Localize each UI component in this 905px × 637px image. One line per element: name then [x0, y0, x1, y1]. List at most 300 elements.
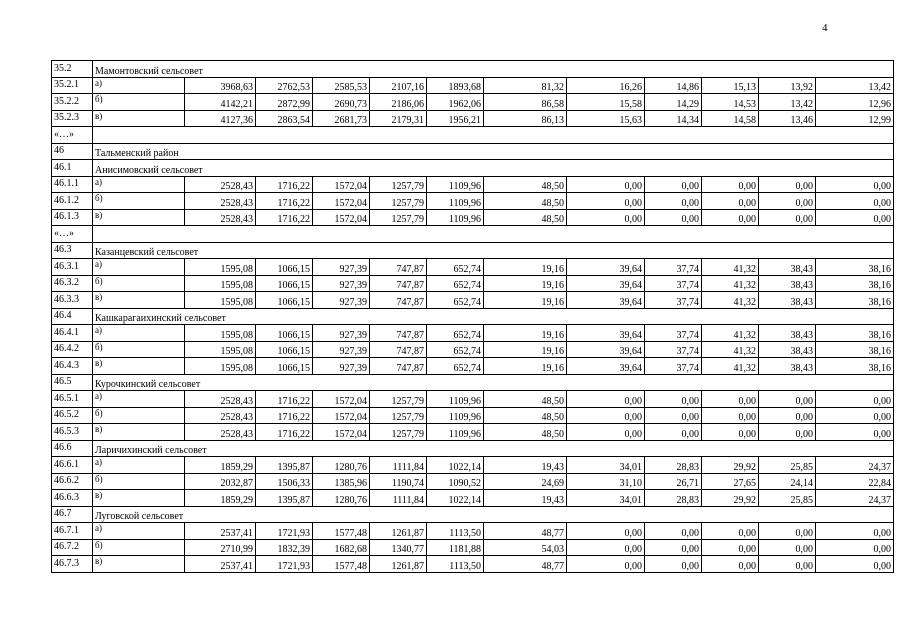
value-cell: 0,00	[816, 209, 894, 226]
value-cell: 2528,43	[185, 391, 256, 408]
section-title: Тальменский район	[93, 143, 894, 160]
table-body	[52, 61, 894, 573]
table-row	[52, 325, 894, 342]
value-cell: 13,42	[816, 77, 894, 94]
row-code: «…»	[52, 127, 93, 144]
value-cell: 2762,53	[256, 77, 313, 94]
value-cell: 747,87	[370, 358, 427, 375]
table-row	[52, 341, 894, 358]
value-cell: 48,50	[484, 209, 567, 226]
row-code: 35.2.2	[52, 94, 93, 111]
value-cell: 1572,04	[313, 407, 370, 424]
table-row	[52, 391, 894, 408]
value-cell: 927,39	[313, 292, 370, 309]
value-cell: 2710,99	[185, 539, 256, 556]
value-cell: 2681,73	[313, 110, 370, 127]
section-title: Курочкинский сельсовет	[93, 374, 894, 391]
table-row	[52, 556, 894, 573]
row-letter: а)	[93, 523, 185, 540]
value-cell: 1893,68	[427, 77, 484, 94]
value-cell: 24,37	[816, 490, 894, 507]
value-cell: 1395,87	[256, 490, 313, 507]
value-cell: 0,00	[567, 176, 645, 193]
value-cell: 652,74	[427, 325, 484, 342]
value-cell: 1066,15	[256, 358, 313, 375]
row-code: 46.4	[52, 308, 93, 325]
value-cell: 652,74	[427, 358, 484, 375]
row-code: 46.6	[52, 440, 93, 457]
value-cell: 1595,08	[185, 358, 256, 375]
value-cell: 1595,08	[185, 325, 256, 342]
value-cell: 13,46	[759, 110, 816, 127]
value-cell: 2528,43	[185, 424, 256, 441]
value-cell: 1280,76	[313, 457, 370, 474]
value-cell: 2528,43	[185, 209, 256, 226]
value-cell: 1721,93	[256, 523, 313, 540]
value-cell: 0,00	[816, 391, 894, 408]
value-cell: 0,00	[645, 539, 702, 556]
row-letter: а)	[93, 77, 185, 94]
table-row	[52, 259, 894, 276]
value-cell: 1716,22	[256, 193, 313, 210]
value-cell: 48,50	[484, 407, 567, 424]
value-cell: 652,74	[427, 275, 484, 292]
value-cell: 41,32	[702, 325, 759, 342]
row-code: 46.5	[52, 374, 93, 391]
value-cell: 1716,22	[256, 176, 313, 193]
value-cell: 38,16	[816, 259, 894, 276]
row-code: 46.6.2	[52, 473, 93, 490]
value-cell: 747,87	[370, 325, 427, 342]
value-cell: 0,00	[645, 407, 702, 424]
value-cell: 38,43	[759, 341, 816, 358]
value-cell: 1257,79	[370, 193, 427, 210]
value-cell: 0,00	[816, 523, 894, 540]
value-cell: 1716,22	[256, 209, 313, 226]
value-cell: 1595,08	[185, 341, 256, 358]
value-cell: 19,43	[484, 457, 567, 474]
table-row	[52, 110, 894, 127]
value-cell: 0,00	[645, 209, 702, 226]
row-code: 46.5.1	[52, 391, 93, 408]
value-cell: 652,74	[427, 259, 484, 276]
value-cell: 39,64	[567, 341, 645, 358]
value-cell: 1572,04	[313, 424, 370, 441]
section-row	[52, 506, 894, 523]
value-cell: 38,43	[759, 358, 816, 375]
table-row	[52, 457, 894, 474]
value-cell: 12,99	[816, 110, 894, 127]
value-cell: 48,50	[484, 176, 567, 193]
row-code: 46.7.2	[52, 539, 93, 556]
value-cell: 15,63	[567, 110, 645, 127]
value-cell: 19,16	[484, 325, 567, 342]
value-cell: 1066,15	[256, 275, 313, 292]
value-cell: 54,03	[484, 539, 567, 556]
value-cell: 0,00	[702, 209, 759, 226]
value-cell: 0,00	[759, 209, 816, 226]
row-letter: в)	[93, 556, 185, 573]
value-cell: 15,58	[567, 94, 645, 111]
value-cell: 1190,74	[370, 473, 427, 490]
row-code: 46.5.2	[52, 407, 93, 424]
value-cell: 48,77	[484, 556, 567, 573]
row-letter: в)	[93, 292, 185, 309]
row-letter: б)	[93, 94, 185, 111]
value-cell: 927,39	[313, 275, 370, 292]
value-cell: 0,00	[645, 193, 702, 210]
value-cell: 24,37	[816, 457, 894, 474]
section-title: Анисимовский сельсовет	[93, 160, 894, 177]
value-cell: 41,32	[702, 358, 759, 375]
value-cell: 14,34	[645, 110, 702, 127]
row-code: 46.3	[52, 242, 93, 259]
value-cell: 0,00	[759, 193, 816, 210]
section-title: Мамонтовский сельсовет	[93, 61, 894, 78]
value-cell: 39,64	[567, 325, 645, 342]
row-code: 46.6.3	[52, 490, 93, 507]
value-cell: 1832,39	[256, 539, 313, 556]
value-cell: 1385,96	[313, 473, 370, 490]
table-row	[52, 490, 894, 507]
value-cell: 39,64	[567, 358, 645, 375]
value-cell: 38,16	[816, 341, 894, 358]
value-cell: 1962,06	[427, 94, 484, 111]
value-cell: 41,32	[702, 275, 759, 292]
value-cell: 31,10	[567, 473, 645, 490]
row-code: 35.2.1	[52, 77, 93, 94]
value-cell: 2585,53	[313, 77, 370, 94]
value-cell: 0,00	[645, 523, 702, 540]
value-cell: 747,87	[370, 341, 427, 358]
value-cell: 37,74	[645, 341, 702, 358]
row-code: 46.7	[52, 506, 93, 523]
value-cell: 48,50	[484, 193, 567, 210]
value-cell: 747,87	[370, 275, 427, 292]
value-cell: 0,00	[702, 539, 759, 556]
table-row	[52, 523, 894, 540]
row-letter: б)	[93, 193, 185, 210]
value-cell: 1572,04	[313, 193, 370, 210]
value-cell: 24,69	[484, 473, 567, 490]
value-cell: 0,00	[567, 556, 645, 573]
value-cell: 0,00	[816, 193, 894, 210]
value-cell: 37,74	[645, 259, 702, 276]
row-code: 46.5.3	[52, 424, 93, 441]
value-cell: 1595,08	[185, 259, 256, 276]
value-cell: 2107,16	[370, 77, 427, 94]
ellipsis-filler	[93, 226, 894, 243]
table-row	[52, 473, 894, 490]
value-cell: 24,14	[759, 473, 816, 490]
value-cell: 28,83	[645, 490, 702, 507]
value-cell: 19,16	[484, 358, 567, 375]
value-cell: 0,00	[645, 556, 702, 573]
value-cell: 0,00	[816, 424, 894, 441]
value-cell: 1090,52	[427, 473, 484, 490]
row-code: 46.7.3	[52, 556, 93, 573]
value-cell: 14,58	[702, 110, 759, 127]
value-cell: 1280,76	[313, 490, 370, 507]
value-cell: 2537,41	[185, 556, 256, 573]
value-cell: 14,53	[702, 94, 759, 111]
value-cell: 0,00	[645, 424, 702, 441]
value-cell: 0,00	[645, 391, 702, 408]
section-row	[52, 374, 894, 391]
value-cell: 3968,63	[185, 77, 256, 94]
value-cell: 0,00	[567, 193, 645, 210]
value-cell: 1577,48	[313, 523, 370, 540]
ellipsis-row	[52, 226, 894, 243]
value-cell: 1261,87	[370, 523, 427, 540]
row-code: 35.2	[52, 61, 93, 78]
row-letter: в)	[93, 209, 185, 226]
tariff-table	[51, 60, 894, 573]
row-letter: б)	[93, 341, 185, 358]
value-cell: 1257,79	[370, 424, 427, 441]
value-cell: 1716,22	[256, 391, 313, 408]
value-cell: 38,16	[816, 292, 894, 309]
value-cell: 37,74	[645, 325, 702, 342]
section-row	[52, 308, 894, 325]
row-code: 35.2.3	[52, 110, 93, 127]
value-cell: 2872,99	[256, 94, 313, 111]
value-cell: 1257,79	[370, 407, 427, 424]
value-cell: 1595,08	[185, 275, 256, 292]
value-cell: 39,64	[567, 259, 645, 276]
value-cell: 41,32	[702, 341, 759, 358]
value-cell: 38,43	[759, 259, 816, 276]
value-cell: 1716,22	[256, 407, 313, 424]
value-cell: 927,39	[313, 325, 370, 342]
value-cell: 1066,15	[256, 341, 313, 358]
value-cell: 12,96	[816, 94, 894, 111]
value-cell: 0,00	[816, 407, 894, 424]
row-letter: а)	[93, 176, 185, 193]
value-cell: 25,85	[759, 490, 816, 507]
value-cell: 19,43	[484, 490, 567, 507]
value-cell: 0,00	[702, 193, 759, 210]
value-cell: 1859,29	[185, 457, 256, 474]
value-cell: 38,43	[759, 292, 816, 309]
value-cell: 38,16	[816, 358, 894, 375]
value-cell: 39,64	[567, 292, 645, 309]
value-cell: 48,50	[484, 391, 567, 408]
value-cell: 0,00	[702, 407, 759, 424]
value-cell: 747,87	[370, 292, 427, 309]
value-cell: 1577,48	[313, 556, 370, 573]
row-code: 46.1.1	[52, 176, 93, 193]
value-cell: 2537,41	[185, 523, 256, 540]
value-cell: 37,74	[645, 292, 702, 309]
row-code: 46.7.1	[52, 523, 93, 540]
value-cell: 927,39	[313, 358, 370, 375]
value-cell: 26,71	[645, 473, 702, 490]
value-cell: 1257,79	[370, 176, 427, 193]
value-cell: 1109,96	[427, 209, 484, 226]
table-row	[52, 77, 894, 94]
value-cell: 4142,21	[185, 94, 256, 111]
value-cell: 2528,43	[185, 176, 256, 193]
value-cell: 0,00	[702, 556, 759, 573]
row-letter: в)	[93, 110, 185, 127]
value-cell: 41,32	[702, 292, 759, 309]
row-code: 46	[52, 143, 93, 160]
table-row	[52, 358, 894, 375]
value-cell: 1257,79	[370, 209, 427, 226]
row-code: 46.3.2	[52, 275, 93, 292]
value-cell: 1111,84	[370, 457, 427, 474]
value-cell: 14,29	[645, 94, 702, 111]
page-number: 4	[822, 22, 828, 34]
value-cell: 927,39	[313, 341, 370, 358]
value-cell: 0,00	[759, 407, 816, 424]
table-row	[52, 94, 894, 111]
value-cell: 0,00	[567, 539, 645, 556]
value-cell: 16,26	[567, 77, 645, 94]
value-cell: 19,16	[484, 341, 567, 358]
value-cell: 86,58	[484, 94, 567, 111]
row-code: 46.3.3	[52, 292, 93, 309]
value-cell: 27,65	[702, 473, 759, 490]
value-cell: 0,00	[759, 391, 816, 408]
section-row	[52, 160, 894, 177]
value-cell: 0,00	[567, 523, 645, 540]
value-cell: 1506,33	[256, 473, 313, 490]
section-row	[52, 143, 894, 160]
value-cell: 0,00	[816, 176, 894, 193]
row-letter: б)	[93, 407, 185, 424]
row-code: 46.4.1	[52, 325, 93, 342]
row-letter: а)	[93, 325, 185, 342]
value-cell: 38,16	[816, 325, 894, 342]
value-cell: 2863,54	[256, 110, 313, 127]
value-cell: 0,00	[567, 391, 645, 408]
table-row	[52, 275, 894, 292]
value-cell: 0,00	[702, 523, 759, 540]
row-letter: а)	[93, 259, 185, 276]
value-cell: 2186,06	[370, 94, 427, 111]
value-cell: 48,50	[484, 424, 567, 441]
value-cell: 1572,04	[313, 209, 370, 226]
value-cell: 1066,15	[256, 325, 313, 342]
section-row	[52, 61, 894, 78]
value-cell: 0,00	[567, 424, 645, 441]
value-cell: 19,16	[484, 275, 567, 292]
value-cell: 14,86	[645, 77, 702, 94]
value-cell: 0,00	[759, 523, 816, 540]
value-cell: 1595,08	[185, 292, 256, 309]
value-cell: 28,83	[645, 457, 702, 474]
table-row	[52, 407, 894, 424]
value-cell: 1716,22	[256, 424, 313, 441]
table-row	[52, 424, 894, 441]
value-cell: 0,00	[702, 391, 759, 408]
value-cell: 0,00	[567, 209, 645, 226]
row-letter: а)	[93, 391, 185, 408]
value-cell: 1113,50	[427, 556, 484, 573]
value-cell: 13,42	[759, 94, 816, 111]
row-code: 46.3.1	[52, 259, 93, 276]
row-letter: а)	[93, 457, 185, 474]
value-cell: 1340,77	[370, 539, 427, 556]
row-code: «…»	[52, 226, 93, 243]
value-cell: 1109,96	[427, 407, 484, 424]
value-cell: 2528,43	[185, 407, 256, 424]
row-code: 46.1.2	[52, 193, 93, 210]
value-cell: 2032,87	[185, 473, 256, 490]
value-cell: 0,00	[645, 176, 702, 193]
value-cell: 1257,79	[370, 391, 427, 408]
value-cell: 34,01	[567, 457, 645, 474]
value-cell: 1109,96	[427, 176, 484, 193]
row-code: 46.1.3	[52, 209, 93, 226]
value-cell: 39,64	[567, 275, 645, 292]
value-cell: 37,74	[645, 358, 702, 375]
row-letter: б)	[93, 275, 185, 292]
value-cell: 0,00	[759, 556, 816, 573]
value-cell: 0,00	[759, 424, 816, 441]
value-cell: 1682,68	[313, 539, 370, 556]
table-row	[52, 176, 894, 193]
ellipsis-row	[52, 127, 894, 144]
value-cell: 1066,15	[256, 292, 313, 309]
value-cell: 0,00	[816, 539, 894, 556]
value-cell: 15,13	[702, 77, 759, 94]
value-cell: 747,87	[370, 259, 427, 276]
value-cell: 1395,87	[256, 457, 313, 474]
section-row	[52, 440, 894, 457]
value-cell: 1859,29	[185, 490, 256, 507]
value-cell: 1956,21	[427, 110, 484, 127]
section-title: Казанцевский сельсовет	[93, 242, 894, 259]
table-row	[52, 193, 894, 210]
value-cell: 29,92	[702, 490, 759, 507]
row-letter: в)	[93, 424, 185, 441]
section-row	[52, 242, 894, 259]
value-cell: 1109,96	[427, 424, 484, 441]
row-code: 46.4.3	[52, 358, 93, 375]
value-cell: 37,74	[645, 275, 702, 292]
table-row	[52, 209, 894, 226]
value-cell: 652,74	[427, 341, 484, 358]
section-title: Ларичихинский сельсовет	[93, 440, 894, 457]
row-code: 46.6.1	[52, 457, 93, 474]
value-cell: 1066,15	[256, 259, 313, 276]
table-row	[52, 292, 894, 309]
value-cell: 1022,14	[427, 490, 484, 507]
value-cell: 0,00	[567, 407, 645, 424]
value-cell: 1022,14	[427, 457, 484, 474]
value-cell: 0,00	[702, 424, 759, 441]
value-cell: 81,32	[484, 77, 567, 94]
value-cell: 1261,87	[370, 556, 427, 573]
row-code: 46.4.2	[52, 341, 93, 358]
value-cell: 38,16	[816, 275, 894, 292]
value-cell: 1721,93	[256, 556, 313, 573]
value-cell: 1111,84	[370, 490, 427, 507]
value-cell: 1109,96	[427, 391, 484, 408]
value-cell: 38,43	[759, 275, 816, 292]
row-letter: б)	[93, 473, 185, 490]
value-cell: 22,84	[816, 473, 894, 490]
row-letter: в)	[93, 358, 185, 375]
value-cell: 1572,04	[313, 391, 370, 408]
value-cell: 2179,31	[370, 110, 427, 127]
value-cell: 38,43	[759, 325, 816, 342]
value-cell: 2690,73	[313, 94, 370, 111]
row-letter: б)	[93, 539, 185, 556]
